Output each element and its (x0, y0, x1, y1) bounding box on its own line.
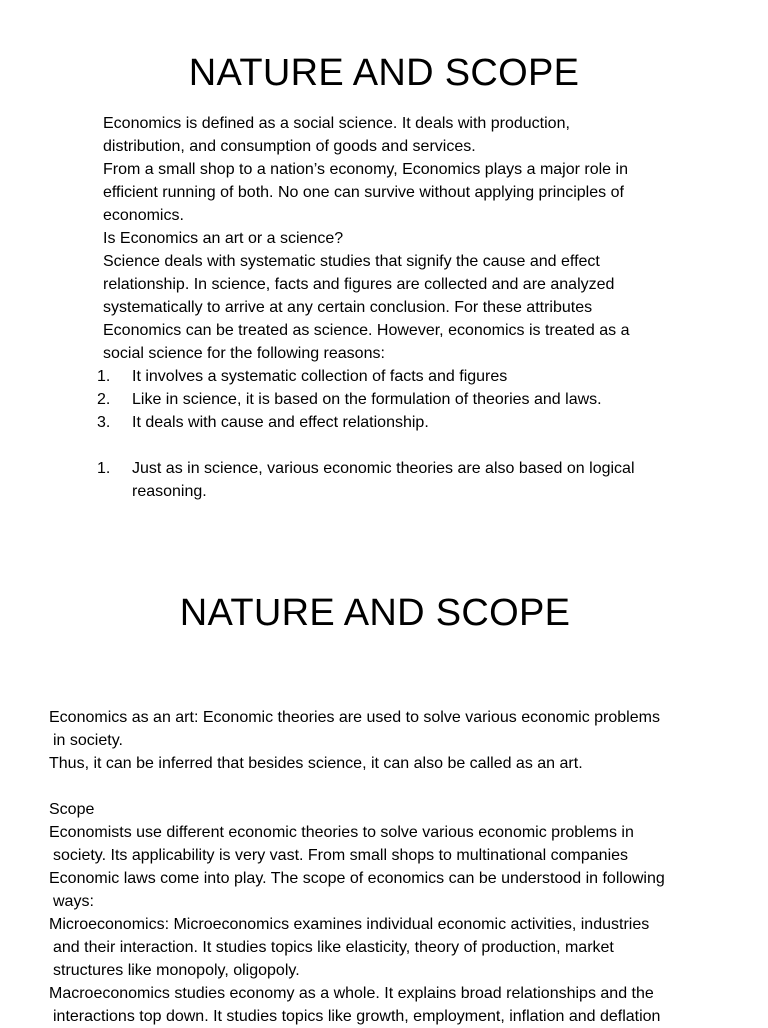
body-line: efficient running of both. No one can survive without applying principles of (103, 184, 624, 201)
body-line: relationship. In science, facts and figures are collected and are analyzed (103, 276, 615, 293)
scope-heading: Scope (49, 801, 95, 818)
slide-2 (0, 540, 768, 1024)
body-line: structures like monopoly, oligopoly. (53, 962, 300, 979)
slide-1-body (97, 112, 723, 503)
list-text: It deals with cause and effect relationship. (132, 414, 429, 431)
body-line (49, 775, 749, 798)
body-line: Science deals with systematic studies that signify the cause and effect (103, 253, 600, 270)
body-line: Economics can be treated as science. However, economics is treated as a (103, 322, 630, 339)
spacer (103, 434, 723, 457)
body-line: social science for the following reasons: (103, 345, 385, 362)
list-text: Like in science, it is based on the formulation of theories and laws. (132, 391, 602, 408)
list-text: reasoning. (132, 483, 207, 500)
list-number: 1. (97, 368, 111, 385)
body-line: distribution, and consumption of goods and services. (103, 138, 476, 155)
body-line: Economics as an art: Economic theories are used to solve various economic problems (49, 709, 660, 726)
body-line: Economists use different economic theories to solve various economic problems in (49, 824, 634, 841)
slide-1-title: NATURE AND SCOPE (188, 52, 580, 94)
body-line: Microeconomics: Microeconomics examines individual economic activities, industries (49, 916, 650, 933)
body-line: ways: (53, 893, 94, 910)
list-number: 1. (97, 460, 111, 477)
list-text: Just as in science, various economic theories are also based on logical (132, 460, 635, 477)
list-number: 3. (97, 414, 111, 431)
body-line: Economics is defined as a social science. It deals with production, (103, 115, 570, 132)
list-number: 2. (97, 391, 111, 408)
body-line: Macroeconomics studies economy as a whole. It explains broad relationships and the (49, 985, 654, 1002)
body-line: and their interaction. It studies topics like elasticity, theory of production, market (53, 939, 614, 956)
slide-2-title: NATURE AND SCOPE (179, 592, 571, 634)
list-item (97, 411, 723, 434)
body-line: Is Economics an art or a science? (103, 230, 344, 247)
list-item (97, 457, 723, 503)
list-text: It involves a systematic collection of facts and figures (132, 368, 508, 385)
second-list (97, 457, 723, 503)
list-item (97, 388, 723, 411)
body-line: Economic laws come into play. The scope of economics can be understood in following (49, 870, 665, 887)
body-line: Thus, it can be inferred that besides science, it can also be called as an art. (49, 755, 583, 772)
body-line: in society. (53, 732, 123, 749)
body-line: economics. (103, 207, 184, 224)
body-line: interactions top down. It studies topics like growth, employment, inflation and deflation (53, 1008, 661, 1025)
slide-2-body (49, 706, 749, 1028)
reasons-list (97, 365, 723, 434)
list-item (97, 365, 723, 388)
body-line: society. Its applicability is very vast. From small shops to multinational companies (53, 847, 629, 864)
body-line: From a small shop to a nation’s economy, Economics plays a major role in (103, 161, 628, 178)
body-line: systematically to arrive at any certain conclusion. For these attributes (103, 299, 593, 316)
